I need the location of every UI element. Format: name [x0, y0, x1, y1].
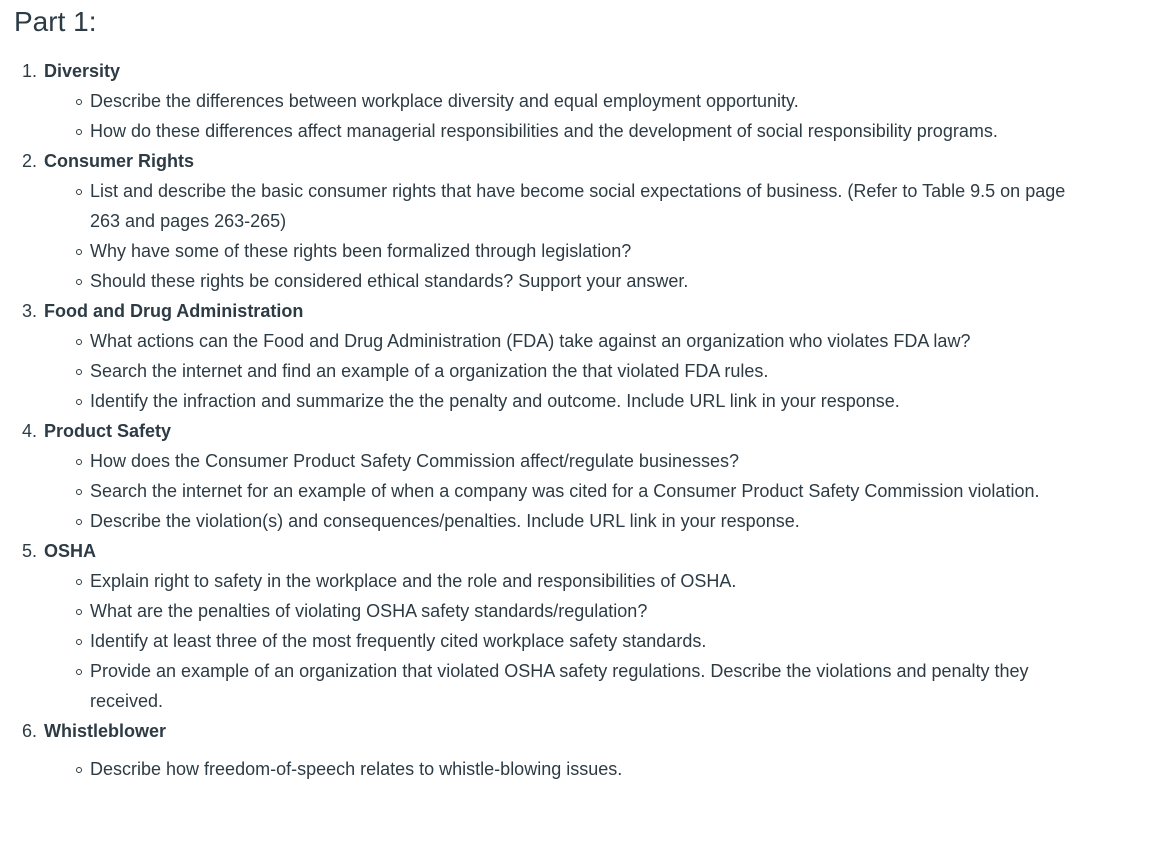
bullet-list	[44, 86, 1150, 146]
section-whistleblower	[22, 716, 1150, 784]
section-title: Diversity	[44, 61, 121, 81]
list-item: Identify at least three of the most frequently cited workplace safety standards.	[90, 626, 1070, 656]
section-number: 5.	[22, 541, 38, 561]
section-heading	[22, 146, 1150, 176]
section-title: Food and Drug Administration	[44, 301, 304, 321]
list-item: What actions can the Food and Drug Administration (FDA) take against an organization who violates FDA law?	[90, 326, 1070, 356]
section-heading	[22, 416, 1150, 446]
bullet-list	[44, 566, 1150, 716]
list-item: Describe how freedom-of-speech relates to whistle-blowing issues.	[90, 754, 1070, 784]
section-title: OSHA	[44, 541, 97, 561]
bullet-list	[44, 176, 1150, 296]
bullet-list	[44, 446, 1150, 536]
list-item: Why have some of these rights been formalized through legislation?	[90, 236, 1070, 266]
section-title: Whistleblower	[44, 721, 167, 741]
list-item: Describe the differences between workplace diversity and equal employment opportunity.	[90, 86, 1070, 116]
section-heading	[22, 56, 1150, 86]
list-item: Search the internet for an example of when a company was cited for a Consumer Product Safety Commission violation.	[90, 476, 1070, 506]
section-number: 1.	[22, 61, 38, 81]
section-product-safety	[22, 416, 1150, 536]
section-title: Product Safety	[44, 421, 172, 441]
section-list	[14, 56, 1150, 784]
list-item: Provide an example of an organization that violated OSHA safety regulations. Describe the violations and penalty they received.	[90, 656, 1070, 716]
section-fda	[22, 296, 1150, 416]
section-number: 2.	[22, 151, 38, 171]
list-item: How do these differences affect managerial responsibilities and the development of social responsibility programs.	[90, 116, 1070, 146]
section-number: 4.	[22, 421, 38, 441]
section-number: 3.	[22, 301, 38, 321]
list-item: Identify the infraction and summarize the the penalty and outcome. Include URL link in your response.	[90, 386, 1070, 416]
list-item: How does the Consumer Product Safety Commission affect/regulate businesses?	[90, 446, 1070, 476]
list-item: Should these rights be considered ethical standards? Support your answer.	[90, 266, 1070, 296]
section-heading	[22, 536, 1150, 566]
section-consumer-rights	[22, 146, 1150, 296]
bullet-list	[44, 326, 1150, 416]
list-item: Explain right to safety in the workplace and the role and responsibilities of OSHA.	[90, 566, 1070, 596]
list-item: Describe the violation(s) and consequences/penalties. Include URL link in your response.	[90, 506, 1070, 536]
section-number: 6.	[22, 721, 38, 741]
list-item: What are the penalties of violating OSHA safety standards/regulation?	[90, 596, 1070, 626]
list-item: List and describe the basic consumer rights that have become social expectations of business. (Refer to Table 9.5 on page 263 and pages 263-265)	[90, 176, 1070, 236]
section-diversity	[22, 56, 1150, 146]
page-title: Part 1:	[14, 6, 97, 37]
bullet-list	[44, 754, 1150, 784]
section-osha	[22, 536, 1150, 716]
list-item: Search the internet and find an example of a organization the that violated FDA rules.	[90, 356, 1070, 386]
section-heading	[22, 716, 1150, 746]
section-heading	[22, 296, 1150, 326]
section-title: Consumer Rights	[44, 151, 195, 171]
